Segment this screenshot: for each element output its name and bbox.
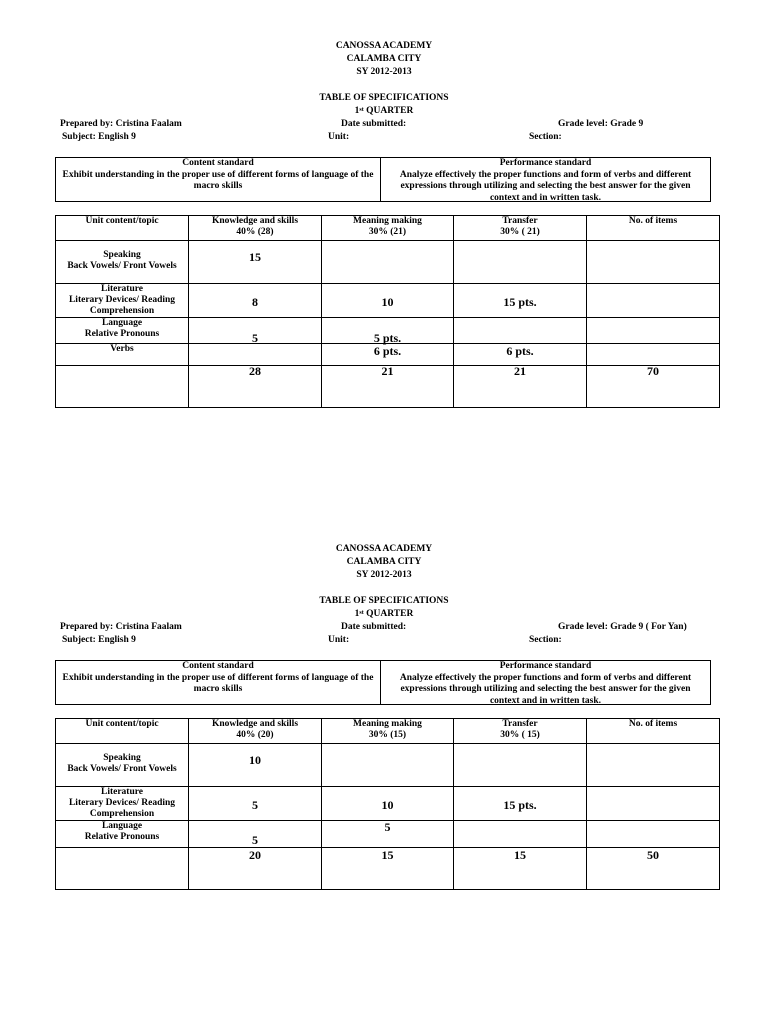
- cell-empty: [587, 744, 720, 787]
- doc-title: TABLE OF SPECIFICATIONS: [319, 596, 449, 606]
- tos-document-2: [0, 503, 768, 1015]
- header-meaning: Meaning making 30% (21): [322, 216, 454, 241]
- total-transfer: 15: [454, 848, 587, 890]
- totals-row: [56, 848, 720, 890]
- performance-standard: [381, 158, 710, 201]
- table-row: [56, 744, 720, 787]
- total-knowledge: 20: [189, 848, 322, 890]
- prepared-by: Prepared by: Cristina Faalam: [60, 119, 182, 129]
- topic-language: Language Relative Pronouns: [56, 318, 189, 344]
- performance-standard-title: Performance standard: [499, 661, 592, 671]
- school-city: CALAMBA CITY: [346, 54, 422, 64]
- totals-row: [56, 366, 720, 408]
- table-row: [56, 821, 720, 848]
- cell-empty: [454, 821, 587, 848]
- cell-empty: [454, 318, 587, 344]
- table-row: [56, 787, 720, 821]
- quarter-label: 1st QUARTER: [354, 609, 414, 619]
- header-topic: Unit content/topic: [56, 216, 189, 241]
- total-meaning: 15: [322, 848, 454, 890]
- content-standard-title: Content standard: [182, 661, 254, 671]
- header-topic: Unit content/topic: [56, 719, 189, 744]
- grade-level: Grade level: Grade 9: [558, 119, 644, 129]
- subject: Subject: English 9: [62, 132, 136, 142]
- unit-label: Unit:: [328, 635, 350, 645]
- cell-value: 15 pts.: [454, 787, 587, 821]
- content-standard-text: Exhibit understanding in the proper use of different forms of language of the macro skills: [62, 169, 374, 191]
- cell-value: 15: [189, 241, 322, 284]
- quarter-label: 1st QUARTER: [354, 106, 414, 116]
- performance-standard-text: Analyze effectively the proper functions and form of verbs and different expressions through utilizing and selecting the best answer for the given context and in written task.: [399, 169, 692, 203]
- cell-empty: [56, 848, 189, 890]
- content-standard-title: Content standard: [182, 158, 254, 168]
- cell-value: 5 pts.: [322, 318, 454, 344]
- cell-value: 15 pts.: [454, 284, 587, 318]
- header-transfer: Transfer 30% ( 15): [454, 719, 587, 744]
- table-row: [56, 344, 720, 366]
- header-items: No. of items: [587, 719, 720, 744]
- content-standard: [56, 661, 381, 704]
- unit-label: Unit:: [328, 132, 350, 142]
- cell-empty: [587, 821, 720, 848]
- standards-box: [55, 660, 711, 705]
- cell-empty: [587, 344, 720, 366]
- performance-standard: [381, 661, 710, 704]
- cell-value: 10: [189, 744, 322, 787]
- cell-empty: [587, 241, 720, 284]
- cell-value: 5: [322, 821, 454, 848]
- grade-level: Grade level: Grade 9 ( For Yan): [558, 622, 687, 632]
- specifications-table: [55, 718, 720, 890]
- school-year: SY 2012-2013: [356, 570, 412, 580]
- header-items: No. of items: [587, 216, 720, 241]
- cell-value: 5: [189, 787, 322, 821]
- table-row: [56, 241, 720, 284]
- date-submitted: Date submitted:: [341, 622, 407, 632]
- cell-empty: [322, 744, 454, 787]
- cell-empty: [322, 241, 454, 284]
- date-submitted: Date submitted:: [341, 119, 407, 129]
- cell-value: 10: [322, 787, 454, 821]
- section-label: Section:: [529, 635, 562, 645]
- standards-box: [55, 157, 711, 202]
- performance-standard-title: Performance standard: [499, 158, 592, 168]
- subject: Subject: English 9: [62, 635, 136, 645]
- school-city: CALAMBA CITY: [346, 557, 422, 567]
- content-standard-text: Exhibit understanding in the proper use of different forms of language of the macro skills: [62, 672, 374, 694]
- cell-empty: [189, 344, 322, 366]
- prepared-by: Prepared by: Cristina Faalam: [60, 622, 182, 632]
- section-label: Section:: [529, 132, 562, 142]
- content-standard: [56, 158, 381, 201]
- cell-value: 10: [322, 284, 454, 318]
- specifications-table: [55, 215, 720, 408]
- total-knowledge: 28: [189, 366, 322, 408]
- topic-speaking: Speaking Back Vowels/ Front Vowels: [56, 241, 189, 284]
- cell-value: 5: [189, 821, 322, 848]
- header-row: [56, 216, 720, 241]
- cell-value: 6 pts.: [454, 344, 587, 366]
- school-year: SY 2012-2013: [356, 67, 412, 77]
- cell-empty: [587, 787, 720, 821]
- header-transfer: Transfer 30% ( 21): [454, 216, 587, 241]
- header-row: [56, 719, 720, 744]
- total-items: 50: [587, 848, 720, 890]
- total-transfer: 21: [454, 366, 587, 408]
- topic-literature: Literature Literary Devices/ Reading Comprehension: [56, 284, 189, 318]
- cell-empty: [587, 284, 720, 318]
- school-name: CANOSSA ACADEMY: [335, 544, 433, 554]
- topic-language: Language Relative Pronouns: [56, 821, 189, 848]
- cell-empty: [587, 318, 720, 344]
- topic-literature: Literature Literary Devices/ Reading Comprehension: [56, 787, 189, 821]
- cell-empty: [56, 366, 189, 408]
- total-meaning: 21: [322, 366, 454, 408]
- cell-value: 5: [189, 318, 322, 344]
- header-meaning: Meaning making 30% (15): [322, 719, 454, 744]
- school-name: CANOSSA ACADEMY: [335, 41, 433, 51]
- topic-speaking: Speaking Back Vowels/ Front Vowels: [56, 744, 189, 787]
- header-knowledge: Knowledge and skills 40% (20): [189, 719, 322, 744]
- header-knowledge: Knowledge and skills 40% (28): [189, 216, 322, 241]
- cell-value: 8: [189, 284, 322, 318]
- table-row: [56, 284, 720, 318]
- cell-empty: [454, 744, 587, 787]
- doc-title: TABLE OF SPECIFICATIONS: [319, 93, 449, 103]
- total-items: 70: [587, 366, 720, 408]
- cell-empty: [454, 241, 587, 284]
- performance-standard-text: Analyze effectively the proper functions and form of verbs and different expressions through utilizing and selecting the best answer for the given context and in written task.: [399, 672, 692, 706]
- topic-verbs: Verbs: [56, 344, 189, 366]
- cell-value: 6 pts.: [322, 344, 454, 366]
- table-row: [56, 318, 720, 344]
